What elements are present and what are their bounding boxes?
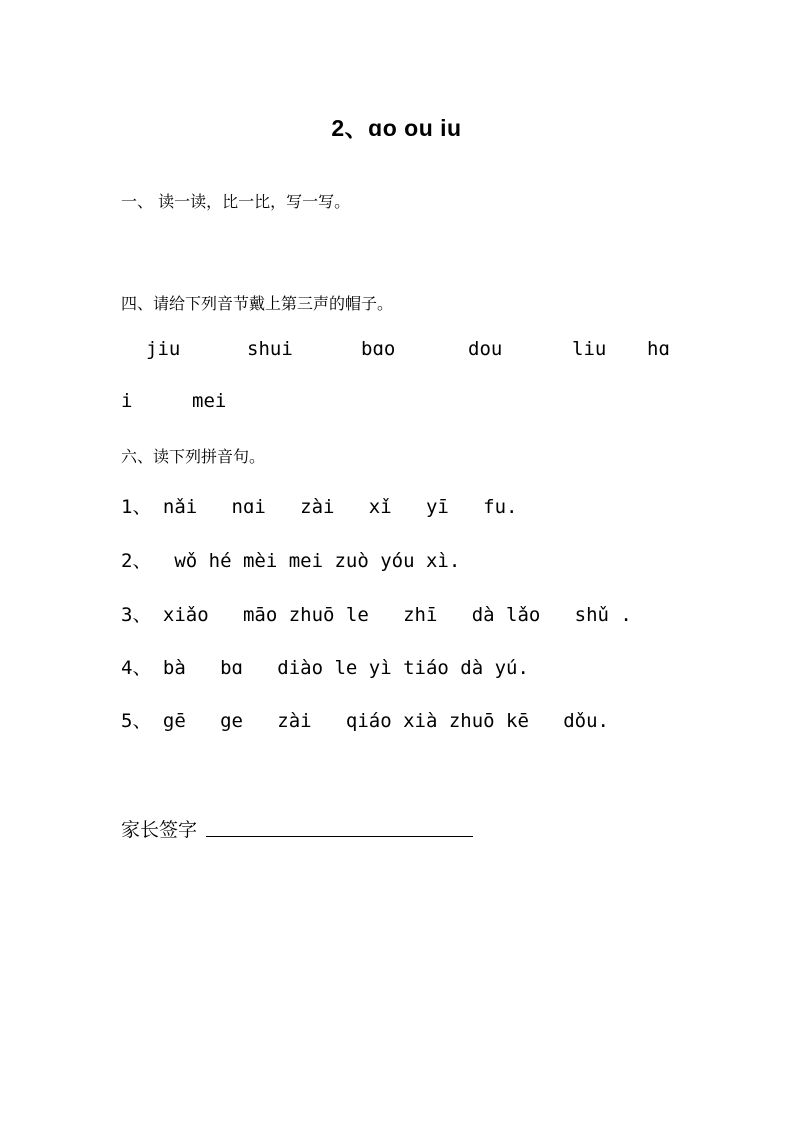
syllable: jiu xyxy=(146,338,181,360)
page-title: 2、ɑo ou iu xyxy=(331,115,462,141)
syllable: shui xyxy=(247,338,293,360)
pinyin-sentence-3: 3、 xiǎo māo zhuō le zhī dà lǎo shǔ . xyxy=(121,604,632,626)
syllable: hɑ xyxy=(647,338,670,360)
section-heading-4: 四、请给下列音节戴上第三声的帽子。 xyxy=(121,294,394,313)
parent-signature-label: 家长签字 xyxy=(121,819,198,841)
syllable: i xyxy=(121,390,133,412)
syllable: dou xyxy=(468,338,503,360)
pinyin-sentence-5: 5、 gē ge zài qiáo xià zhuō kē dǒu. xyxy=(121,710,609,732)
section-heading-1: 一、 读一读，比一比，写一写。 xyxy=(121,192,351,211)
section-heading-6: 六、读下列拼音句。 xyxy=(121,447,266,466)
syllable: mei xyxy=(192,390,227,412)
syllable-row-2 xyxy=(121,390,721,420)
pinyin-sentence-4: 4、 bà bɑ diào le yì tiáo dà yú. xyxy=(121,657,529,679)
pinyin-sentence-1: 1、 nǎi nɑi zài xǐ yī fu. xyxy=(121,496,518,518)
syllable-row-1 xyxy=(121,338,721,368)
syllable: bɑo xyxy=(361,338,396,360)
syllable: liu xyxy=(572,338,607,360)
signature-line[interactable] xyxy=(206,836,473,837)
pinyin-sentence-2: 2、 wǒ hé mèi mei zuò yóu xì. xyxy=(121,550,461,572)
